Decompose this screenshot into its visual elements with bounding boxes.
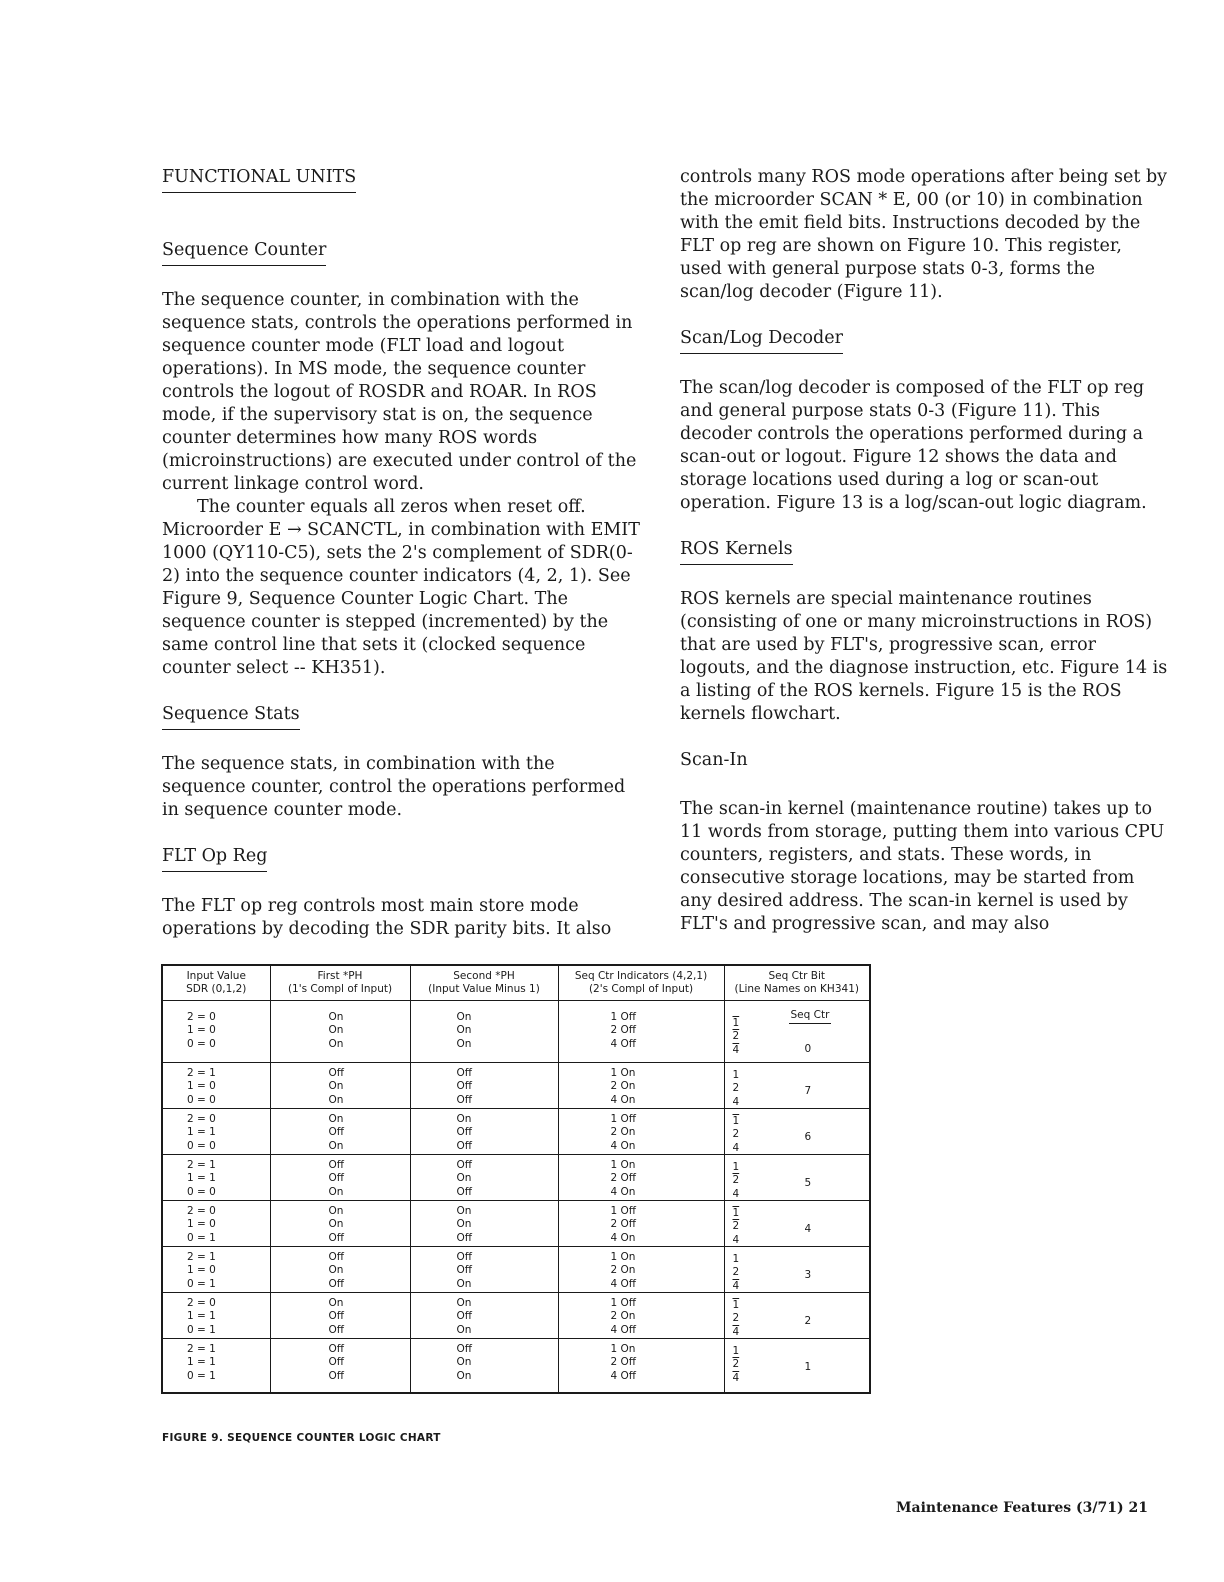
table-row — [162, 1155, 870, 1201]
input-value-cell: 2 = 0 1 = 0 0 = 1 — [162, 1201, 270, 1247]
ros-kernels-heading: ROS Kernels — [680, 538, 793, 565]
header-first-ph: First *PH (1's Compl of Input) — [270, 965, 410, 1001]
second-ph-cell: Off On Off — [410, 1155, 558, 1201]
flt-op-reg-paragraph: The FLT op reg controls most main store mode operations by decoding the SDR parity bits. It also — [162, 896, 612, 939]
input-value-cell: 2 = 0 1 = 1 0 = 1 — [162, 1293, 270, 1339]
first-ph-cell: Off On Off — [270, 1247, 410, 1293]
input-value-cell: 2 = 1 1 = 0 0 = 1 — [162, 1247, 270, 1293]
seq-ctr-bit-line: 4 — [732, 1095, 740, 1108]
header-seq-ctr-indicators: Seq Ctr Indicators (4,2,1) (2's Compl of Input) — [558, 965, 724, 1001]
seq-ctr-value: 2 — [804, 1315, 812, 1327]
second-ph-cell: Off Off Off — [410, 1063, 558, 1109]
seq-ctr-value: 6 — [804, 1131, 812, 1143]
seq-ctr-bit-line: 1 — [732, 1017, 740, 1029]
seq-ctr-bit-line: 2 — [732, 1082, 740, 1095]
sequence-stats-heading: Sequence Stats — [162, 703, 300, 730]
right-column — [680, 166, 1168, 936]
scan-log-decoder-heading: Scan/Log Decoder — [680, 327, 843, 354]
second-ph-cell: On On On — [410, 1001, 558, 1063]
second-ph-cell: Off On On — [410, 1339, 558, 1393]
first-ph-cell: On Off On — [270, 1109, 410, 1155]
first-ph-cell: On On On — [270, 1001, 410, 1063]
seq-ctr-indicator-cell: 1 Off 2 Off 4 On — [558, 1201, 724, 1247]
table-row — [162, 1001, 870, 1063]
seq-ctr-bit-line: 2 — [732, 1174, 740, 1187]
second-ph-cell: Off Off On — [410, 1247, 558, 1293]
second-ph-cell: On Off Off — [410, 1109, 558, 1155]
seq-ctr-value: 1 — [804, 1361, 812, 1373]
seq-ctr-subheading: Seq Ctr — [789, 1009, 832, 1024]
seq-ctr-value: 4 — [804, 1223, 812, 1235]
seq-ctr-value: 5 — [804, 1177, 812, 1189]
table-row — [162, 1201, 870, 1247]
page-footer: Maintenance Features (3/71) 21 — [896, 1500, 1148, 1516]
flt-op-reg-paragraph-continued: controls many ROS mode operations after being set by the microorder SCAN * E, 00 (or 10) in combination with the emit field bits. Instructions decoded by the FLT op reg are shown on Figure 10. This register, used with general purpose stats 0-3, forms the scan/log decoder (Figure 11). — [680, 167, 1168, 302]
input-value-cell: 2 = 1 1 = 1 0 = 0 — [162, 1155, 270, 1201]
seq-ctr-bit-cell — [724, 1201, 870, 1247]
seq-ctr-indicator-cell: 1 On 2 Off 4 Off — [558, 1339, 724, 1393]
seq-ctr-bit-line: 1 — [732, 1299, 740, 1311]
seq-ctr-indicator-cell: 1 Off 2 On 4 Off — [558, 1293, 724, 1339]
input-value-cell: 2 = 1 1 = 1 0 = 1 — [162, 1339, 270, 1393]
seq-ctr-bit-line: 1 — [732, 1253, 740, 1265]
input-value-cell: 2 = 0 1 = 1 0 = 0 — [162, 1109, 270, 1155]
seq-ctr-indicator-cell: 1 Off 2 Off 4 Off — [558, 1001, 724, 1063]
header-input-value: Input Value SDR (0,1,2) — [162, 965, 270, 1001]
scan-in-paragraph: The scan-in kernel (maintenance routine) takes up to 11 words from storage, putting them into various CPU counters, registers, and stats. These words, in consecutive storage locations, may be started from any desired address. The scan-in kernel is used by FLT's and progressive scan, and may also — [680, 799, 1165, 934]
sequence-stats-paragraph: The sequence stats, in combination with the sequence counter, control the operations performed in sequence counter mode. — [162, 754, 626, 820]
flt-op-reg-heading: FLT Op Reg — [162, 845, 267, 872]
seq-ctr-bit-cell — [724, 1001, 870, 1063]
input-value-cell: 2 = 1 1 = 0 0 = 0 — [162, 1063, 270, 1109]
seq-ctr-bit-line: 1 — [732, 1345, 740, 1357]
seq-ctr-bit-line: 2 — [732, 1358, 740, 1371]
seq-ctr-bit-line: 4 — [732, 1043, 740, 1056]
seq-ctr-bit-line: 2 — [732, 1220, 740, 1233]
scan-in-heading: Scan-In — [680, 750, 748, 770]
seq-ctr-indicator-cell: 1 On 2 On 4 On — [558, 1063, 724, 1109]
seq-ctr-bit-cell — [724, 1339, 870, 1393]
header-second-ph: Second *PH (Input Value Minus 1) — [410, 965, 558, 1001]
first-ph-cell: Off Off On — [270, 1155, 410, 1201]
second-ph-cell: On Off On — [410, 1293, 558, 1339]
seq-ctr-bit-line: 4 — [732, 1371, 740, 1384]
seq-ctr-bit-line: 2 — [732, 1030, 740, 1043]
seq-ctr-bit-line: 2 — [732, 1312, 740, 1325]
left-column — [162, 166, 640, 941]
seq-ctr-bit-line: 1 — [732, 1115, 740, 1127]
first-ph-cell: On On Off — [270, 1201, 410, 1247]
sequence-counter-logic-chart — [161, 964, 871, 1394]
second-ph-cell: On On Off — [410, 1201, 558, 1247]
seq-ctr-bit-cell — [724, 1063, 870, 1109]
seq-ctr-bit-line: 2 — [732, 1128, 740, 1141]
seq-ctr-bit-cell — [724, 1293, 870, 1339]
input-value-cell: 2 = 0 1 = 0 0 = 0 — [162, 1001, 270, 1063]
seq-ctr-indicator-cell: 1 On 2 Off 4 On — [558, 1155, 724, 1201]
table-row — [162, 1063, 870, 1109]
functional-units-heading: FUNCTIONAL UNITS — [162, 166, 356, 193]
seq-ctr-bit-cell — [724, 1155, 870, 1201]
seq-ctr-bit-cell — [724, 1109, 870, 1155]
seq-ctr-bit-line: 1 — [732, 1207, 740, 1219]
sequence-counter-paragraph-1: The sequence counter, in combination with the sequence stats, controls the operations performed in sequence counter mode (FLT load and logout operations). In MS mode, the sequence counter controls the logout of ROSDR and ROAR. In ROS mode, if the supervisory stat is on, the sequence counter determines how many ROS words (microinstructions) are executed under control of the current linkage control word. — [162, 290, 637, 494]
ros-kernels-paragraph: ROS kernels are special maintenance routines (consisting of one or many microinstructions in ROS) that are used by FLT's, progressive scan, error logouts, and the diagnose instruction, etc. Figure 14 is a listing of the ROS kernels. Figure 15 is the ROS kernels flowchart. — [680, 589, 1168, 724]
sequence-counter-heading: Sequence Counter — [162, 239, 326, 266]
seq-ctr-value: 7 — [804, 1085, 812, 1097]
header-seq-ctr-bit: Seq Ctr Bit (Line Names on KH341) — [724, 965, 870, 1001]
seq-ctr-bit-line: 4 — [732, 1141, 740, 1154]
sequence-counter-paragraph-2: The counter equals all zeros when reset off. Microorder E → SCANCTL, in combination with EMIT 1000 (QY110-C5), sets the 2's complement of SDR(0-2) into the sequence counter indicators (4, 2, 1). See Figure 9, Sequence Counter Logic Chart. The sequence counter is stepped (incremented) by the same control line that sets it (clocked sequence counter select -- KH351). — [162, 497, 640, 678]
seq-ctr-bit-line: 2 — [732, 1266, 740, 1279]
seq-ctr-bit-line: 1 — [732, 1069, 740, 1081]
seq-ctr-value: 0 — [804, 1043, 812, 1055]
table-row — [162, 1339, 870, 1393]
first-ph-cell: Off On On — [270, 1063, 410, 1109]
seq-ctr-bit-line: 4 — [732, 1325, 740, 1338]
seq-ctr-bit-line: 4 — [732, 1187, 740, 1200]
seq-ctr-bit-cell — [724, 1247, 870, 1293]
seq-ctr-bit-line: 4 — [732, 1233, 740, 1246]
first-ph-cell: On Off Off — [270, 1293, 410, 1339]
first-ph-cell: Off Off Off — [270, 1339, 410, 1393]
seq-ctr-indicator-cell: 1 Off 2 On 4 On — [558, 1109, 724, 1155]
figure-caption: FIGURE 9. SEQUENCE COUNTER LOGIC CHART — [162, 1432, 441, 1444]
seq-ctr-bit-line: 4 — [732, 1279, 740, 1292]
seq-ctr-bit-line: 1 — [732, 1161, 740, 1173]
seq-ctr-value: 3 — [804, 1269, 812, 1281]
table-row — [162, 1247, 870, 1293]
seq-ctr-indicator-cell: 1 On 2 On 4 Off — [558, 1247, 724, 1293]
table-row — [162, 1109, 870, 1155]
table-row — [162, 1293, 870, 1339]
scan-log-decoder-paragraph: The scan/log decoder is composed of the FLT op reg and general purpose stats 0-3 (Figure 11). This decoder controls the operations performed during a scan-out or logout. Figure 12 shows the data and storage locations used during a log or scan-out operation. Figure 13 is a log/scan-out logic diagram. — [680, 378, 1147, 513]
